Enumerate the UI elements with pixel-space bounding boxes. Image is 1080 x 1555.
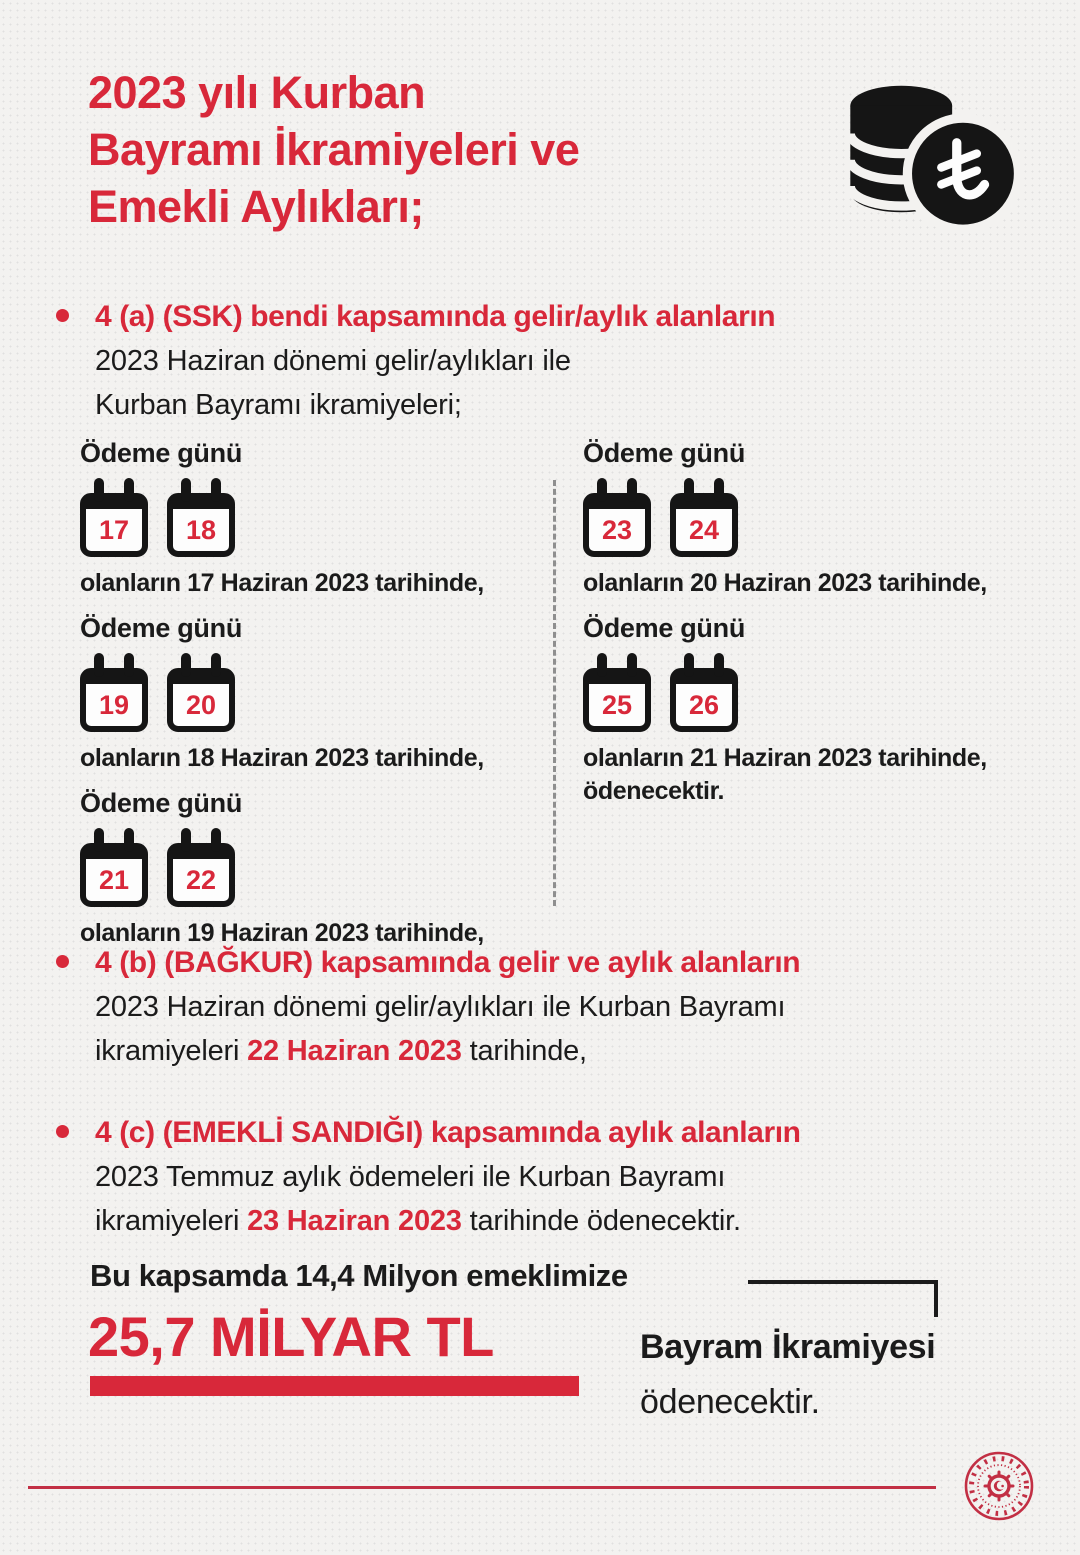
calendar-icon — [583, 668, 651, 732]
summary-note-line2: ödenecektir. — [640, 1383, 820, 1421]
section-4b — [48, 944, 1038, 1073]
title-line-2: Bayramı İkramiyeleri ve — [88, 124, 580, 175]
payment-group-17-18 — [80, 438, 550, 600]
payment-day-label: Ödeme günü — [80, 438, 243, 468]
payment-days-left-column — [80, 438, 550, 963]
coin-stack-lira-icon — [836, 78, 1022, 240]
payment-group-21-22 — [80, 788, 550, 950]
ministry-seal-icon — [963, 1450, 1035, 1522]
calendar-day: 25 — [601, 689, 633, 720]
bullet-dot — [56, 1125, 69, 1138]
payment-caption: olanların 21 Haziran 2023 tarihinde, — [583, 744, 987, 772]
payment-day-label: Ödeme günü — [80, 788, 243, 818]
line2-post: tarihinde ödenecektir. — [461, 1205, 741, 1237]
calendar-day: 23 — [601, 514, 633, 545]
calendar-day: 19 — [98, 689, 130, 720]
payment-caption: olanların 18 Haziran 2023 tarihinde, — [80, 744, 484, 772]
section-4a-body-line2: Kurban Bayramı ikramiyeleri; — [95, 389, 462, 421]
payment-day-label: Ödeme günü — [80, 613, 243, 643]
calendar-day: 18 — [185, 514, 217, 545]
payment-days-right-column — [583, 438, 1053, 821]
payment-caption: olanların 19 Haziran 2023 tarihinde, — [80, 919, 484, 947]
payment-caption: olanların 20 Haziran 2023 tarihinde, — [583, 569, 987, 597]
amount-underline-bar — [90, 1376, 579, 1396]
calendar-day: 24 — [688, 514, 720, 545]
section-4b-body-line1: 2023 Haziran dönemi gelir/aylıkları ile Kurban Bayramı — [95, 991, 786, 1023]
section-4c-heading: 4 (c) (EMEKLİ SANDIĞI) kapsamında aylık alanların — [95, 1116, 801, 1149]
payment-caption: olanların 17 Haziran 2023 tarihinde, — [80, 569, 484, 597]
dashed-column-divider — [553, 480, 556, 906]
payment-date-highlight: 23 Haziran 2023 — [247, 1205, 462, 1237]
calendar-day: 21 — [98, 864, 130, 895]
payment-group-19-20 — [80, 613, 550, 775]
section-4b-heading: 4 (b) (BAĞKUR) kapsamında gelir ve aylık alanların — [95, 946, 801, 979]
section-4a-heading: 4 (a) (SSK) bendi kapsamında gelir/aylık alanların — [95, 300, 776, 333]
bullet-dot — [56, 309, 69, 322]
section-4a — [48, 298, 1038, 427]
title-line-1: 2023 yılı Kurban — [88, 67, 426, 118]
calendar-day: 26 — [688, 689, 720, 720]
calendar-icon — [80, 668, 148, 732]
payment-date-highlight: 22 Haziran 2023 — [247, 1035, 462, 1067]
section-4a-body-line1: 2023 Haziran dönemi gelir/aylıkları ile — [95, 345, 571, 377]
section-4c-body-line2 — [95, 1199, 1038, 1243]
bullet-dot — [56, 955, 69, 968]
line2-pre: ikramiyeleri — [95, 1035, 248, 1067]
summary-note — [640, 1328, 935, 1422]
calendar-icon — [670, 668, 738, 732]
page-title — [88, 64, 808, 235]
line2-pre: ikramiyeleri — [95, 1205, 248, 1237]
calendar-icon — [80, 843, 148, 907]
summary-lead: Bu kapsamda 14,4 Milyon emeklimize — [90, 1258, 628, 1293]
calendar-day: 20 — [185, 689, 217, 720]
calendar-icon — [167, 668, 235, 732]
title-line-3: Emekli Aylıkları; — [88, 181, 424, 232]
calendar-icon — [167, 843, 235, 907]
payment-group-23-24 — [583, 438, 1053, 600]
payment-day-label: Ödeme günü — [583, 613, 746, 643]
section-4b-body-line2 — [95, 1029, 1038, 1073]
calendar-icon — [583, 493, 651, 557]
payment-day-label: Ödeme günü — [583, 438, 746, 468]
calendar-icon — [670, 493, 738, 557]
summary-note-line1: Bayram İkramiyesi — [640, 1328, 936, 1366]
section-4c-body-line1: 2023 Temmuz aylık ödemeleri ile Kurban Bayramı — [95, 1161, 726, 1193]
calendar-icon — [80, 493, 148, 557]
line2-post: tarihinde, — [461, 1035, 587, 1067]
total-amount: 25,7 MİLYAR TL — [88, 1305, 494, 1368]
calendar-icon — [167, 493, 235, 557]
payment-caption-continued: ödenecektir. — [583, 777, 725, 805]
calendar-day: 17 — [98, 514, 130, 545]
calendar-day: 22 — [185, 864, 217, 895]
connector-bracket-line — [748, 1280, 938, 1317]
footer-rule — [28, 1486, 936, 1489]
section-4c — [48, 1114, 1038, 1243]
payment-group-25-26 — [583, 613, 1053, 808]
